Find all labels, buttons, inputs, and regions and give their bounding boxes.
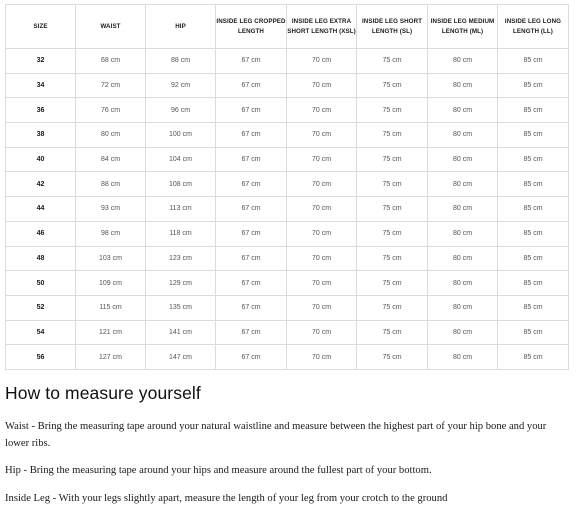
table-row [6, 320, 569, 345]
table-row [6, 197, 569, 222]
table-cell: 123 cm [146, 246, 216, 271]
table-cell: 109 cm [76, 271, 146, 296]
table-cell: 80 cm [428, 98, 498, 123]
table-cell: 75 cm [357, 49, 428, 74]
table-row [6, 123, 569, 148]
table-cell: 70 cm [287, 147, 357, 172]
size-cell: 52 [6, 295, 76, 320]
table-cell: 80 cm [428, 320, 498, 345]
table-cell: 85 cm [498, 172, 569, 197]
table-cell: 85 cm [498, 49, 569, 74]
table-cell: 147 cm [146, 345, 216, 370]
table-cell: 67 cm [216, 147, 287, 172]
table-cell: 68 cm [76, 49, 146, 74]
table-cell: 85 cm [498, 295, 569, 320]
table-cell: 118 cm [146, 221, 216, 246]
size-cell: 46 [6, 221, 76, 246]
size-table [5, 4, 569, 370]
table-cell: 75 cm [357, 320, 428, 345]
table-row [6, 172, 569, 197]
table-cell: 76 cm [76, 98, 146, 123]
table-cell: 75 cm [357, 246, 428, 271]
size-cell: 34 [6, 73, 76, 98]
table-cell: 85 cm [498, 246, 569, 271]
table-cell: 84 cm [76, 147, 146, 172]
table-cell: 135 cm [146, 295, 216, 320]
table-row [6, 221, 569, 246]
table-cell: 98 cm [76, 221, 146, 246]
size-cell: 42 [6, 172, 76, 197]
size-chart [5, 4, 568, 370]
table-cell: 75 cm [357, 147, 428, 172]
table-cell: 75 cm [357, 172, 428, 197]
column-header: WAIST [76, 5, 146, 49]
table-row [6, 73, 569, 98]
size-cell: 40 [6, 147, 76, 172]
table-cell: 85 cm [498, 147, 569, 172]
table-cell: 113 cm [146, 197, 216, 222]
table-cell: 67 cm [216, 197, 287, 222]
table-cell: 75 cm [357, 197, 428, 222]
table-cell: 80 cm [428, 73, 498, 98]
column-header: HIP [146, 5, 216, 49]
table-cell: 96 cm [146, 98, 216, 123]
table-cell: 121 cm [76, 320, 146, 345]
table-cell: 75 cm [357, 73, 428, 98]
table-cell: 75 cm [357, 271, 428, 296]
table-cell: 80 cm [428, 172, 498, 197]
table-cell: 70 cm [287, 345, 357, 370]
table-cell: 127 cm [76, 345, 146, 370]
table-cell: 80 cm [428, 49, 498, 74]
table-cell: 75 cm [357, 123, 428, 148]
table-cell: 129 cm [146, 271, 216, 296]
column-header: SIZE [6, 5, 76, 49]
table-cell: 115 cm [76, 295, 146, 320]
table-cell: 85 cm [498, 98, 569, 123]
table-cell: 70 cm [287, 246, 357, 271]
hip-instruction: Hip - Bring the measuring tape around your hips and measure around the fullest part of your bottom. [5, 465, 432, 476]
table-cell: 72 cm [76, 73, 146, 98]
column-header: INSIDE LEG LONG LENGTH (LL) [498, 5, 569, 49]
table-cell: 141 cm [146, 320, 216, 345]
column-header: INSIDE LEG SHORT LENGTH (SL) [357, 5, 428, 49]
table-cell: 70 cm [287, 123, 357, 148]
table-cell: 75 cm [357, 345, 428, 370]
table-cell: 70 cm [287, 295, 357, 320]
size-cell: 54 [6, 320, 76, 345]
table-cell: 70 cm [287, 271, 357, 296]
table-cell: 67 cm [216, 98, 287, 123]
table-cell: 67 cm [216, 123, 287, 148]
table-cell: 88 cm [76, 172, 146, 197]
table-row [6, 271, 569, 296]
table-cell: 70 cm [287, 320, 357, 345]
table-cell: 75 cm [357, 295, 428, 320]
table-row [6, 345, 569, 370]
table-cell: 85 cm [498, 345, 569, 370]
section-heading: How to measure yourself [5, 383, 201, 403]
table-cell: 67 cm [216, 73, 287, 98]
table-cell: 67 cm [216, 49, 287, 74]
table-cell: 93 cm [76, 197, 146, 222]
table-cell: 80 cm [428, 246, 498, 271]
table-cell: 70 cm [287, 98, 357, 123]
table-row [6, 246, 569, 271]
size-cell: 50 [6, 271, 76, 296]
table-cell: 75 cm [357, 221, 428, 246]
table-cell: 67 cm [216, 345, 287, 370]
table-row [6, 295, 569, 320]
size-cell: 32 [6, 49, 76, 74]
table-cell: 67 cm [216, 172, 287, 197]
column-header: INSIDE LEG CROPPED LENGTH [216, 5, 287, 49]
table-cell: 70 cm [287, 197, 357, 222]
size-cell: 44 [6, 197, 76, 222]
table-cell: 70 cm [287, 221, 357, 246]
table-header-row [6, 5, 569, 49]
table-cell: 67 cm [216, 295, 287, 320]
table-cell: 67 cm [216, 246, 287, 271]
table-cell: 85 cm [498, 271, 569, 296]
size-cell: 56 [6, 345, 76, 370]
table-cell: 80 cm [428, 345, 498, 370]
size-cell: 48 [6, 246, 76, 271]
table-cell: 92 cm [146, 73, 216, 98]
table-cell: 80 cm [428, 295, 498, 320]
table-cell: 80 cm [428, 197, 498, 222]
table-cell: 85 cm [498, 197, 569, 222]
table-cell: 80 cm [428, 221, 498, 246]
table-cell: 80 cm [428, 123, 498, 148]
inside-leg-instruction: Inside Leg - With your legs slightly apart, measure the length of your leg from your crotch to the ground [5, 493, 448, 504]
column-header: INSIDE LEG EXTRA SHORT LENGTH (XSL) [287, 5, 357, 49]
table-cell: 67 cm [216, 271, 287, 296]
table-row [6, 98, 569, 123]
table-cell: 85 cm [498, 221, 569, 246]
table-cell: 67 cm [216, 320, 287, 345]
table-cell: 85 cm [498, 320, 569, 345]
table-body [6, 49, 569, 370]
table-cell: 85 cm [498, 73, 569, 98]
table-cell: 100 cm [146, 123, 216, 148]
table-cell: 85 cm [498, 123, 569, 148]
table-cell: 88 cm [146, 49, 216, 74]
table-cell: 70 cm [287, 172, 357, 197]
table-cell: 80 cm [428, 147, 498, 172]
table-cell: 70 cm [287, 73, 357, 98]
table-cell: 75 cm [357, 98, 428, 123]
table-cell: 70 cm [287, 49, 357, 74]
size-cell: 36 [6, 98, 76, 123]
table-row [6, 49, 569, 74]
table-cell: 80 cm [76, 123, 146, 148]
table-cell: 108 cm [146, 172, 216, 197]
table-cell: 103 cm [76, 246, 146, 271]
table-cell: 67 cm [216, 221, 287, 246]
waist-instruction: Waist - Bring the measuring tape around your natural waistline and measure between the highest part of your hip bone and your lower ribs. [5, 421, 547, 449]
table-row [6, 147, 569, 172]
table-cell: 80 cm [428, 271, 498, 296]
size-cell: 38 [6, 123, 76, 148]
table-cell: 104 cm [146, 147, 216, 172]
column-header: INSIDE LEG MEDIUM LENGTH (ML) [428, 5, 498, 49]
